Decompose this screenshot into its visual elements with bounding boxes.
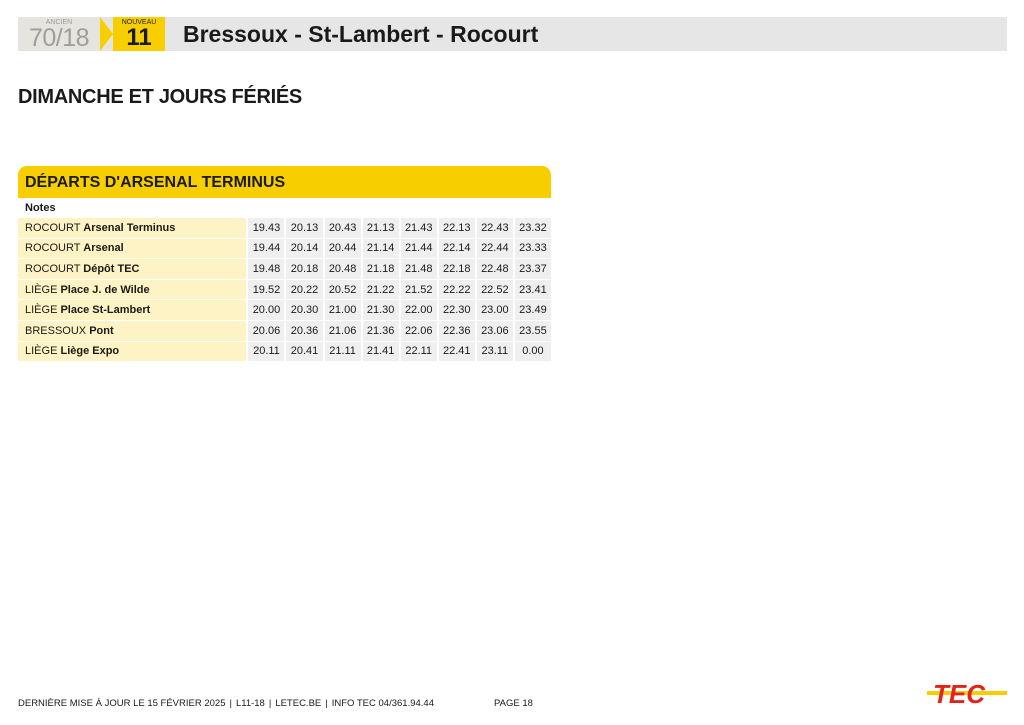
departure-time: 22.44 [475, 239, 513, 260]
departure-time: 22.48 [475, 259, 513, 280]
departure-time: 21.52 [399, 280, 437, 301]
stop-town: ROCOURT [25, 262, 81, 275]
day-heading: DIMANCHE ET JOURS FÉRIÉS [18, 86, 302, 108]
stop-name: Dépôt TEC [83, 262, 140, 275]
timetable-heading: DÉPARTS D'ARSENAL TERMINUS [25, 174, 286, 191]
route-header [18, 17, 1007, 51]
departure-time: 20.30 [284, 300, 322, 321]
departure-time: 22.43 [475, 218, 513, 239]
line-code: L11-18 [235, 698, 265, 709]
stop-town: ROCOURT [25, 242, 81, 255]
departure-time: 21.00 [323, 300, 361, 321]
new-line-number: 11 [126, 24, 152, 51]
table-row [18, 300, 551, 321]
table-row [18, 280, 551, 301]
stop-name-cell [18, 300, 246, 321]
departure-time: 22.14 [437, 239, 475, 260]
departure-time: 23.06 [475, 321, 513, 342]
departure-time: 21.44 [399, 239, 437, 260]
stop-town: ROCOURT [25, 221, 81, 234]
stop-town: LIÈGE [25, 304, 58, 317]
departure-time: 22.36 [437, 321, 475, 342]
table-row [18, 342, 551, 363]
table-row [18, 321, 551, 342]
info-phone: INFO TEC 04/361.94.44 [331, 698, 434, 709]
stop-name: Arsenal [83, 242, 124, 255]
departure-time: 0.00 [513, 342, 551, 363]
departure-time: 20.41 [284, 342, 322, 363]
departure-time: 21.43 [399, 218, 437, 239]
departure-time: 20.52 [323, 280, 361, 301]
departure-time: 21.14 [361, 239, 399, 260]
stop-name: Place J. de Wilde [60, 283, 150, 296]
stop-name-cell [18, 259, 246, 280]
title-bar [165, 17, 1007, 51]
timetable-header [18, 166, 551, 198]
departure-time: 21.30 [361, 300, 399, 321]
departure-time: 23.49 [513, 300, 551, 321]
departure-time: 19.52 [246, 280, 284, 301]
departure-time: 21.48 [399, 259, 437, 280]
departure-time: 22.22 [437, 280, 475, 301]
table-row [18, 259, 551, 280]
departure-time: 22.52 [475, 280, 513, 301]
notes-label: Notes [25, 202, 56, 214]
departure-time: 21.06 [323, 321, 361, 342]
departure-time: 23.32 [513, 218, 551, 239]
old-line-box [18, 17, 100, 51]
stop-name: Place St-Lambert [60, 304, 151, 317]
stop-town: BRESSOUX [25, 324, 87, 337]
timetable [18, 166, 551, 362]
stop-name-cell [18, 321, 246, 342]
departure-time: 21.11 [323, 342, 361, 363]
old-line-number: 70/18 [28, 24, 90, 52]
departure-time: 20.44 [323, 239, 361, 260]
departure-time: 22.00 [399, 300, 437, 321]
stop-name-cell [18, 218, 246, 239]
table-row [18, 218, 551, 239]
departure-time: 23.00 [475, 300, 513, 321]
stop-town: LIÈGE [25, 283, 58, 296]
timetable-grid [18, 218, 551, 362]
old-line-label: ANCIEN [45, 19, 73, 26]
logo-text: TEC [933, 679, 985, 709]
website-link[interactable]: LETEC.BE [275, 698, 322, 709]
departure-time: 22.41 [437, 342, 475, 363]
departure-time: 20.18 [284, 259, 322, 280]
departure-time: 23.55 [513, 321, 551, 342]
departure-time: 22.18 [437, 259, 475, 280]
update-date: DERNIÈRE MISE À JOUR LE 15 FÉVRIER 2025 [18, 698, 226, 709]
departure-time: 23.11 [475, 342, 513, 363]
departure-time: 19.44 [246, 239, 284, 260]
stop-name-cell [18, 239, 246, 260]
departure-time: 20.13 [284, 218, 322, 239]
stop-name: Liège Expo [60, 345, 120, 358]
stop-name: Pont [89, 324, 114, 337]
departure-time: 19.48 [246, 259, 284, 280]
departure-time: 21.41 [361, 342, 399, 363]
stop-name-cell [18, 280, 246, 301]
departure-time: 21.22 [361, 280, 399, 301]
page-number: PAGE 18 [494, 698, 533, 709]
route-title: Bressoux - St-Lambert - Rocourt [183, 21, 539, 47]
tec-logo-icon [925, 676, 1009, 710]
departure-time: 23.41 [513, 280, 551, 301]
departure-time: 22.13 [437, 218, 475, 239]
departure-time: 22.30 [437, 300, 475, 321]
departure-time: 19.43 [246, 218, 284, 239]
departure-time: 22.06 [399, 321, 437, 342]
departure-time: 23.33 [513, 239, 551, 260]
departure-time: 20.36 [284, 321, 322, 342]
departure-time: 20.00 [246, 300, 284, 321]
departure-time: 20.43 [323, 218, 361, 239]
departure-time: 20.48 [323, 259, 361, 280]
departure-time: 21.13 [361, 218, 399, 239]
departure-time: 20.14 [284, 239, 322, 260]
footer-info: DERNIÈRE MISE À JOUR LE 15 FÉVRIER 2025 | L11-18 | LETEC.BE | INFO TEC 04/361.94.44 [18, 698, 434, 709]
departure-time: 21.18 [361, 259, 399, 280]
departure-time: 22.11 [399, 342, 437, 363]
new-line-label: NOUVEAU [121, 19, 157, 26]
departure-time: 20.06 [246, 321, 284, 342]
new-line-box [113, 17, 165, 51]
stop-name-cell [18, 342, 246, 363]
departure-time: 20.22 [284, 280, 322, 301]
departure-time: 23.37 [513, 259, 551, 280]
stop-name: Arsenal Terminus [83, 221, 176, 234]
departure-time: 21.36 [361, 321, 399, 342]
departure-time: 20.11 [246, 342, 284, 363]
stop-town: LIÈGE [25, 345, 58, 358]
arrow-right-icon [100, 17, 113, 51]
table-row [18, 239, 551, 260]
